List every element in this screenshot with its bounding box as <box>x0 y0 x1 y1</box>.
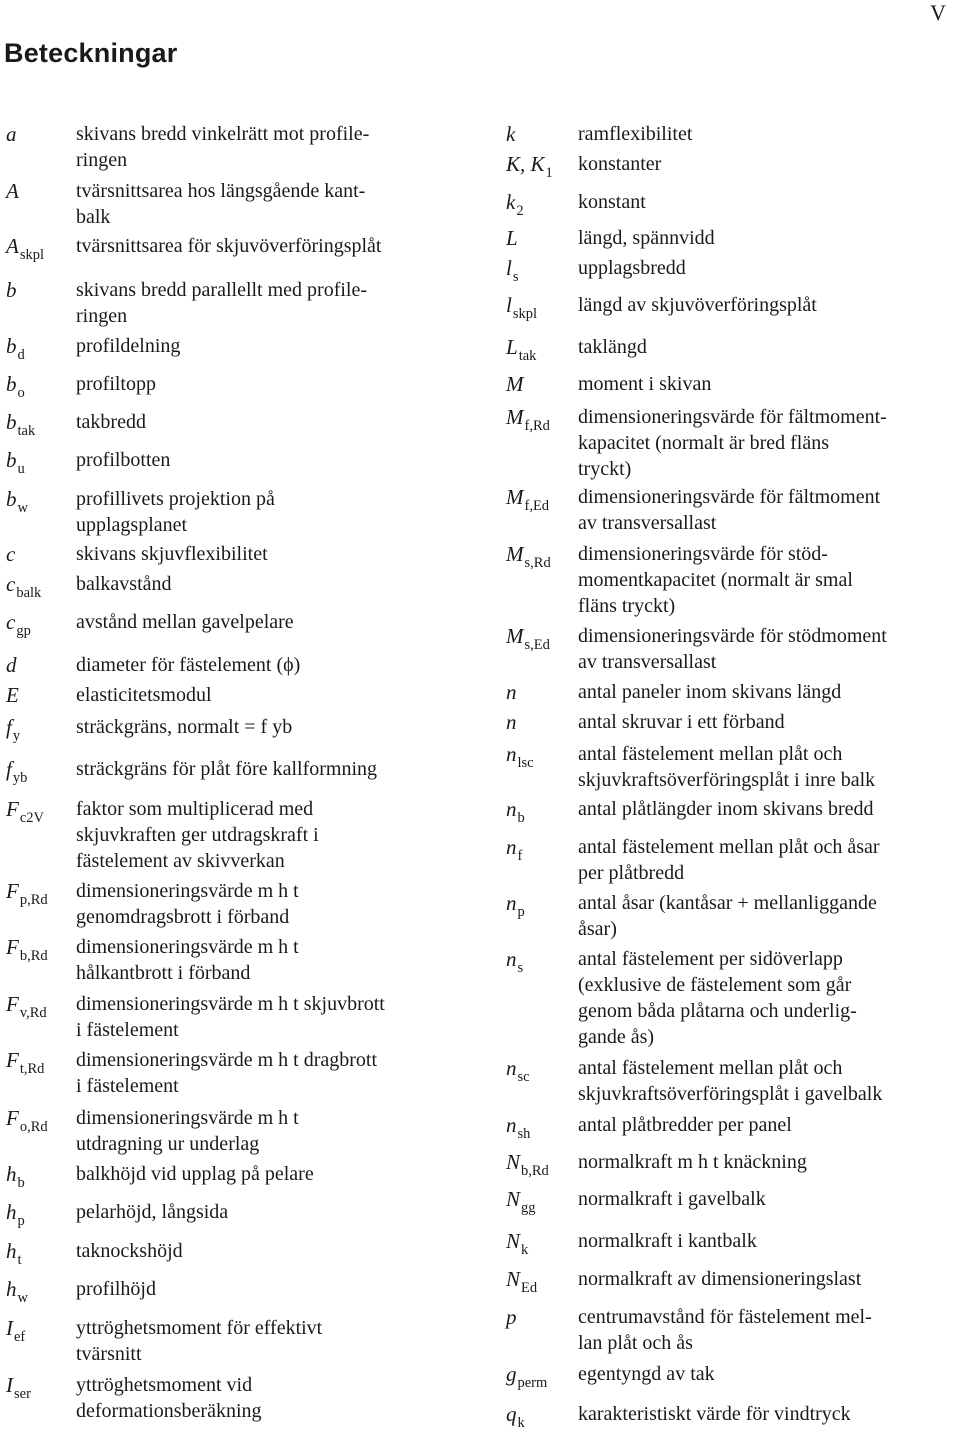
symbol <box>506 225 518 251</box>
symbol-description: balkavstånd <box>76 573 172 595</box>
symbol-letter: F <box>6 1106 19 1130</box>
symbol-description: diameter för fästelement (ϕ) <box>76 654 301 676</box>
symbol <box>506 1304 517 1330</box>
symbol-letter: n <box>506 742 517 766</box>
symbol <box>6 1315 25 1344</box>
symbol-description: pelarhöjd, långsida <box>76 1201 229 1223</box>
symbol-description: tvärsnittsarea för skjuvöverföringsplåt <box>76 235 382 257</box>
symbol <box>6 233 44 262</box>
symbol-letter: n <box>506 1056 517 1080</box>
symbol-description: taknockshöjd <box>76 1240 183 1262</box>
symbol-subscript: s,Rd <box>524 555 551 571</box>
symbol-description: balkhöjd vid upplag på pelare <box>76 1163 314 1185</box>
symbol <box>6 486 28 515</box>
symbol <box>6 1199 25 1228</box>
symbol <box>6 409 35 438</box>
symbol-letter: n <box>506 680 517 704</box>
symbol-subscript: yb <box>12 770 28 786</box>
symbol-letter: A <box>6 234 19 258</box>
symbol-subscript: gg <box>521 1200 536 1216</box>
symbol-subscript: f <box>517 848 523 864</box>
symbol-letter: n <box>506 1113 517 1137</box>
symbol-description: tvärsnittsarea hos längsgående kant- balk <box>76 180 366 228</box>
symbol-letter: F <box>6 1048 19 1072</box>
symbol <box>506 1361 547 1390</box>
symbol <box>6 1161 25 1190</box>
symbol-description: normalkraft m h t knäckning <box>578 1151 807 1173</box>
symbol-letter: g <box>506 1362 517 1386</box>
symbol-subscript: tak <box>518 348 537 364</box>
symbol-subscript: s,Ed <box>524 637 550 653</box>
symbol-letter: b <box>6 448 17 472</box>
symbol-subscript: k <box>517 1415 525 1431</box>
symbol-letter: M <box>506 485 524 509</box>
symbol-description: egentyngd av tak <box>578 1363 715 1385</box>
symbol <box>506 121 515 147</box>
symbol-description: karakteristiskt värde för vindtryck <box>578 1403 851 1425</box>
symbol-letter: f <box>6 757 12 781</box>
symbol <box>506 1112 530 1141</box>
symbol-letter: F <box>6 935 19 959</box>
symbol-subscript: lsc <box>517 755 534 771</box>
symbol-description: skivans skjuvflexibilitet <box>76 543 268 565</box>
symbol-letter: c <box>6 610 16 634</box>
symbol-letter: h <box>6 1239 17 1263</box>
symbol-subscript: p <box>517 904 525 920</box>
symbol-description: skivans bredd parallellt med profile- ringen <box>76 279 368 327</box>
symbol-description: elasticitetsmodul <box>76 684 212 706</box>
symbol-letter: M <box>506 624 524 648</box>
symbol <box>506 484 549 513</box>
symbol-description: normalkraft i kantbalk <box>578 1230 757 1252</box>
symbol <box>6 277 17 303</box>
symbol-letter: L <box>506 226 518 250</box>
symbol <box>6 571 41 600</box>
symbols-column-left <box>0 0 470 1429</box>
symbol <box>506 1228 528 1257</box>
symbol <box>506 371 524 397</box>
symbol-letter: b <box>6 334 17 358</box>
symbol-subscript: f,Rd <box>524 418 550 434</box>
symbol-subscript: w <box>17 1290 28 1306</box>
symbol <box>506 541 551 570</box>
symbol-description: ramflexibilitet <box>578 123 693 145</box>
symbol-letter: N <box>506 1187 521 1211</box>
symbol-description: dimensioneringsvärde m h t dragbrott i fästelement <box>76 1049 378 1097</box>
symbol <box>6 178 19 204</box>
symbol-subscript: tak <box>17 423 36 439</box>
symbol <box>506 834 522 863</box>
page-number: V <box>930 0 946 25</box>
symbol <box>506 189 524 218</box>
symbol-subscript: sc <box>517 1069 530 1085</box>
symbol <box>6 652 17 678</box>
symbol-description: dimensioneringsvärde för stöd- momentkapacitet (normalt är smal fläns tryckt) <box>578 543 853 617</box>
symbol <box>6 609 31 638</box>
symbol-subscript: p,Rd <box>19 892 48 908</box>
symbol <box>6 447 25 476</box>
symbol-subscript: perm <box>517 1375 548 1391</box>
symbol-letter: n <box>506 891 517 915</box>
symbol-description: antal skruvar i ett förband <box>578 711 785 733</box>
symbol-description: centrumavstånd för fästelement mel- lan plåt och ås <box>578 1306 872 1354</box>
symbol-letter: n <box>506 710 517 734</box>
symbol <box>506 796 525 825</box>
symbol-letter: F <box>6 992 19 1016</box>
symbol-letter: E <box>6 683 19 707</box>
symbol-description: moment i skivan <box>578 373 712 395</box>
symbol-description: antal plåtbredder per panel <box>578 1114 792 1136</box>
symbol-subscript: 1 <box>545 165 553 181</box>
symbol-letter: F <box>6 879 19 903</box>
symbol-letter: l <box>506 293 512 317</box>
symbol-description: takbredd <box>76 411 146 433</box>
symbol-subscript: Ed <box>521 1280 538 1296</box>
symbol-subscript: k <box>521 1242 529 1258</box>
symbol-letter: c <box>6 572 16 596</box>
symbol-description: taklängd <box>578 336 647 358</box>
symbol-subscript: s <box>517 960 524 976</box>
symbol-letter: M <box>506 542 524 566</box>
symbol-description: faktor som multiplicerad med skjuvkraften ger utdragskraft i fästelement av skivverkan <box>76 798 319 872</box>
symbol-description: yttröghetsmoment för effektivt tvärsnitt <box>76 1317 323 1365</box>
symbol-subscript: w <box>17 500 28 516</box>
symbol-letter: b <box>6 410 17 434</box>
symbol-description: profiltopp <box>76 373 156 395</box>
symbol-letter: K, K <box>506 152 545 176</box>
symbol-description: antal fästelement mellan plåt och skjuvkraftsöverföringsplåt i inre balk <box>578 743 876 791</box>
symbol-description: normalkraft av dimensioneringslast <box>578 1268 862 1290</box>
symbol-description: profilbotten <box>76 449 171 471</box>
symbol-letter: n <box>506 797 517 821</box>
symbol-letter: L <box>506 335 518 359</box>
symbol-description: dimensioneringsvärde m h t hålkantbrott i förband <box>76 936 299 984</box>
symbol <box>506 1401 525 1430</box>
symbol <box>506 334 536 363</box>
symbol <box>6 1276 28 1305</box>
symbol-subscript: balk <box>16 585 42 601</box>
symbol <box>6 934 48 963</box>
symbol-letter: h <box>6 1162 17 1186</box>
symbol <box>506 623 550 652</box>
symbol <box>6 756 27 785</box>
symbol-description: profilhöjd <box>76 1278 156 1300</box>
symbol-description: antal plåtlängder inom skivans bredd <box>578 798 874 820</box>
symbol-subscript: skpl <box>512 306 538 322</box>
symbol <box>506 255 519 284</box>
symbol <box>506 890 525 919</box>
symbol <box>6 541 15 567</box>
symbol-subscript: ser <box>14 1386 31 1402</box>
symbol-description: dimensioneringsvärde m h t genomdragsbrott i förband <box>76 880 299 928</box>
symbol-subscript: ef <box>14 1329 26 1345</box>
symbol-subscript: 2 <box>516 203 524 219</box>
symbol-subscript: b <box>517 810 525 826</box>
symbol-subscript: f,Ed <box>524 498 550 514</box>
symbol <box>6 991 47 1020</box>
symbol-letter: I <box>6 1316 13 1340</box>
symbol-description: dimensioneringsvärde för fältmoment av transversallast <box>578 486 881 534</box>
symbol-description: konstanter <box>578 153 662 175</box>
symbol-letter: b <box>6 487 17 511</box>
symbol <box>6 333 25 362</box>
symbol-description: skivans bredd vinkelrätt mot profile- ringen <box>76 123 370 171</box>
symbol-description: längd av skjuvöverföringsplåt <box>578 294 817 316</box>
page-title: Beteckningar <box>4 38 178 68</box>
symbol-letter: n <box>506 947 517 971</box>
symbol-subscript: u <box>17 461 25 477</box>
symbol-description: dimensioneringsvärde m h t utdragning ur underlag <box>76 1107 299 1155</box>
symbol-letter: n <box>506 835 517 859</box>
symbol-subscript: sh <box>517 1126 531 1142</box>
symbol <box>506 404 550 433</box>
symbol-subscript: d <box>17 347 25 363</box>
symbol-letter: M <box>506 405 524 429</box>
symbol-letter: a <box>6 122 17 146</box>
symbol-letter: N <box>506 1267 521 1291</box>
symbol-letter: b <box>6 372 17 396</box>
symbol-subscript: t,Rd <box>19 1061 45 1077</box>
symbol <box>506 709 517 735</box>
symbol-subscript: s <box>512 269 519 285</box>
symbol <box>6 371 25 400</box>
symbol-description: antal fästelement mellan plåt och skjuvkraftsöverföringsplåt i gavelbalk <box>578 1057 883 1105</box>
symbol-description: profildelning <box>76 335 181 357</box>
symbol <box>506 946 523 975</box>
symbol-description: profillivets projektion på upplagsplanet <box>76 488 275 536</box>
symbol <box>506 151 553 180</box>
symbol-subscript: c2V <box>19 810 44 826</box>
symbol <box>506 679 517 705</box>
symbol-description: avstånd mellan gavelpelare <box>76 611 294 633</box>
symbol-letter: I <box>6 1373 13 1397</box>
symbol-letter: d <box>6 653 17 677</box>
symbol-subscript: o <box>17 385 25 401</box>
symbol <box>6 1105 48 1134</box>
symbol-letter: p <box>506 1305 517 1329</box>
symbol <box>506 292 537 321</box>
symbol <box>6 1047 44 1076</box>
symbol <box>506 1186 536 1215</box>
symbol-letter: b <box>6 278 17 302</box>
symbol-letter: k <box>506 122 516 146</box>
symbol-description: normalkraft i gavelbalk <box>578 1188 766 1210</box>
symbol-description: antal åsar (kantåsar + mellanliggande åsar) <box>578 892 877 940</box>
symbol-description: yttröghetsmoment vid deformationsberäkning <box>76 1374 262 1422</box>
symbol-letter: c <box>6 542 16 566</box>
symbol <box>506 741 534 770</box>
symbol-description: antal fästelement per sidöverlapp (exklusive de fästelement som går genom båda plåtarna och underlig- gande ås) <box>578 948 857 1048</box>
symbol <box>6 1372 31 1401</box>
symbol-letter: l <box>506 256 512 280</box>
symbol <box>6 121 17 147</box>
symbol-subscript: v,Rd <box>19 1005 47 1021</box>
symbol-letter: h <box>6 1200 17 1224</box>
symbol-letter: M <box>506 372 524 396</box>
symbol-letter: A <box>6 179 19 203</box>
symbol-description: dimensioneringsvärde för stödmoment av transversallast <box>578 625 887 673</box>
symbol-description: längd, spännvidd <box>578 227 715 249</box>
symbol-subscript: t <box>17 1252 22 1268</box>
symbol-subscript: o,Rd <box>19 1119 48 1135</box>
symbol-subscript: b,Rd <box>19 948 48 964</box>
symbol-letter: N <box>506 1150 521 1174</box>
symbol <box>6 878 48 907</box>
symbol-description: antal paneler inom skivans längd <box>578 681 842 703</box>
symbols-column-right <box>490 0 960 1429</box>
symbol-description: sträckgräns, normalt = f yb <box>76 716 293 738</box>
symbol-letter: q <box>506 1402 517 1426</box>
symbol <box>6 1238 22 1267</box>
symbol <box>506 1266 537 1295</box>
symbol-subscript: gp <box>16 623 31 639</box>
symbol-subscript: b,Rd <box>521 1163 549 1179</box>
symbol-description: sträckgräns för plåt före kallformning <box>76 758 378 780</box>
symbol-subscript: skpl <box>19 247 44 263</box>
symbol <box>6 682 19 708</box>
symbol-letter: h <box>6 1277 17 1301</box>
symbol-letter: f <box>6 715 12 739</box>
symbol-subscript: y <box>12 728 21 744</box>
symbol <box>6 714 20 743</box>
symbol-description: upplagsbredd <box>578 257 686 279</box>
symbol-subscript: b <box>17 1175 25 1191</box>
symbol-subscript: p <box>17 1213 25 1229</box>
symbol-letter: k <box>506 190 516 214</box>
symbol-description: antal fästelement mellan plåt och åsar per plåtbredd <box>578 836 880 884</box>
symbol-letter: F <box>6 797 19 821</box>
symbol <box>6 796 44 825</box>
symbol <box>506 1149 549 1178</box>
symbol-description: konstant <box>578 191 646 213</box>
symbol-letter: N <box>506 1229 521 1253</box>
symbol-description: dimensioneringsvärde för fältmoment- kapacitet (normalt är bred fläns tryckt) <box>578 406 887 480</box>
symbol-description: dimensioneringsvärde m h t skjuvbrott i fästelement <box>76 993 385 1041</box>
symbol <box>506 1055 530 1084</box>
